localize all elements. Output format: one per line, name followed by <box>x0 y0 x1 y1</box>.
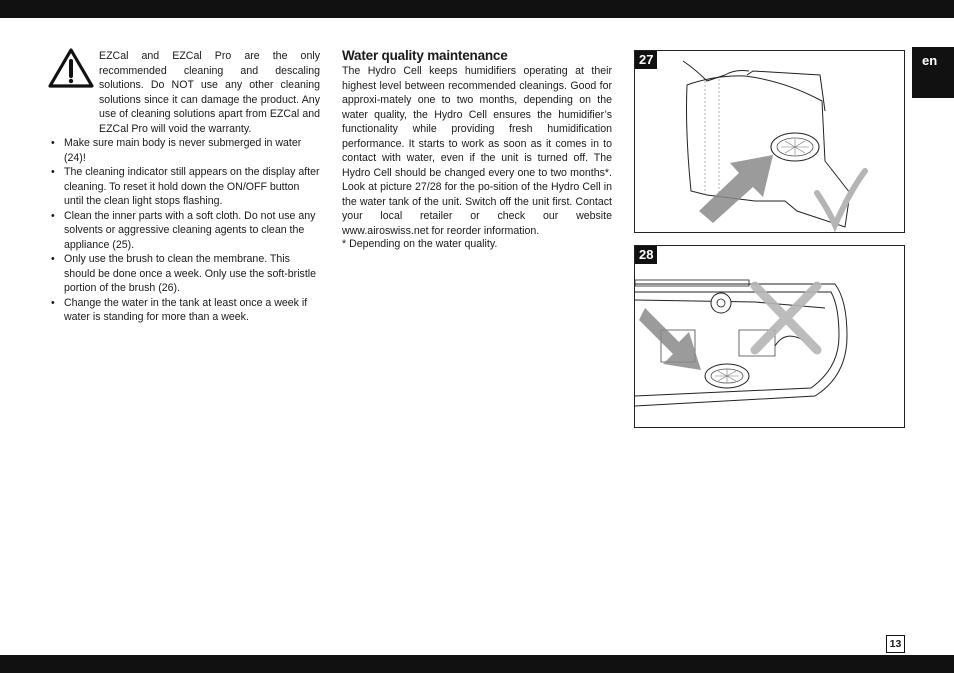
section-body: The Hydro Cell keeps humidifiers operating at their highest level between recommended cleanings. Good for approxi-mately one to two months, depending on the water quality, the Hydro Cell ensures the humidifier’s functionality while providing fresh humidification performance. It starts to work as soon as it comes in to contact with water, even if the unit is turned off. The Hydro Cell should be changed every one to two months*. Look at picture 27/28 for the po-sition of the Hydro Cell in the water tank of the unit. Switch off the unit first. Contact your local retailer or check our website www.airoswiss.net for reorder information. <box>342 65 612 237</box>
language-label: en <box>922 53 938 68</box>
water-tank-illustration <box>635 246 904 427</box>
warning-text: EZCal and EZCal Pro are the only recommended cleaning and descaling solutions. Do NOT use any other cleaning solutions since it can damage the product. Any use of cleaning solutions apart from EZCal and EZCal Pro will void the warranty. <box>99 50 320 135</box>
figure-number: 28 <box>635 246 657 264</box>
list-item: • The cleaning indicator still appears on the display after cleaning. To reset it hold down the ON/OFF button until the clean light stops flashing. <box>50 165 320 209</box>
language-tab <box>912 47 954 98</box>
humidifier-illustration <box>635 51 904 232</box>
list-item: • Only use the brush to clean the membrane. This should be done once a week. Only use the soft-bristle portion of the brush (26). <box>50 252 320 296</box>
bottom-bar <box>0 655 954 673</box>
cleaning-bullet-list <box>50 136 320 325</box>
section-title: Water quality maintenance <box>342 48 508 63</box>
top-bar <box>0 0 954 18</box>
figure-number: 27 <box>635 51 657 69</box>
page-number: 13 <box>886 635 905 653</box>
list-item: • Clean the inner parts with a soft cloth. Do not use any solvents or aggressive cleaning agents to clean the appliance (25). <box>50 209 320 253</box>
figure-28 <box>634 245 905 428</box>
list-item: • Make sure main body is never submerged in water (24)! <box>50 136 320 165</box>
footnote: * Depending on the water quality. <box>342 238 498 250</box>
warning-triangle-icon <box>48 47 94 89</box>
list-item: • Change the water in the tank at least once a week if water is standing for more than a week. <box>50 296 320 325</box>
figure-27 <box>634 50 905 233</box>
